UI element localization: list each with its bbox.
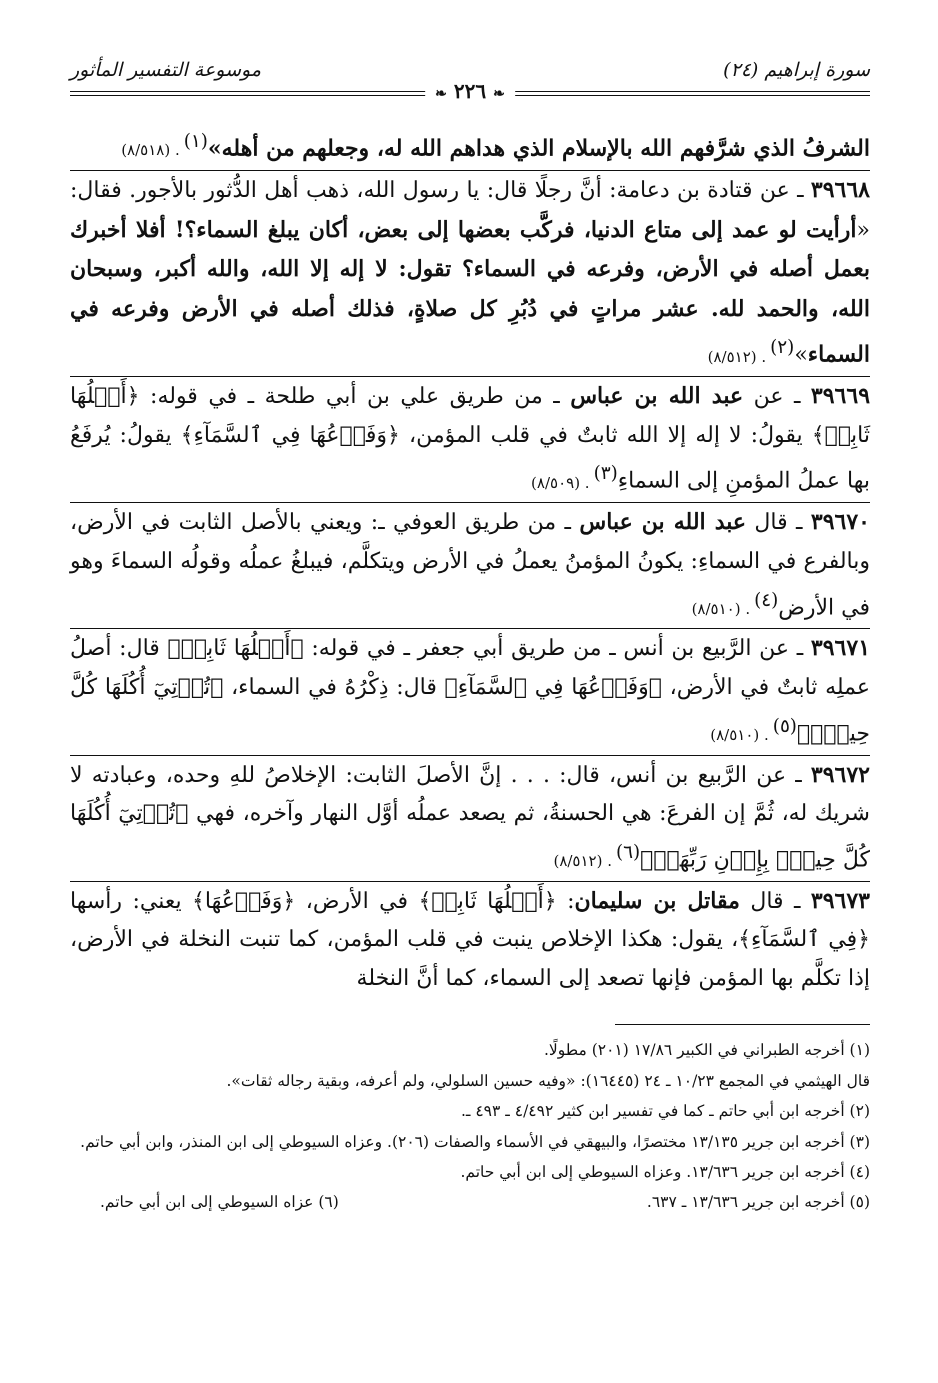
hadith-text: الشرفُ الذي شرَّفهم الله بالإسلام الذي هداهم الله له، وجعلهم من أهله» [207, 135, 870, 162]
entry-intro: ـ عن قتادة بن دعامة: أنَّ رجلًا قال: يا رسول الله، ذهب أهل الدُّثور بالأجور. فقال: « [70, 177, 870, 243]
footnote-1-note: قال الهيثمي في المجمع ١٠/٢٣ ـ ٢٤ (١٦٤٤٥): «وفيه حسين السلولي، ولم أعرفه، وبقية رجاله ثقات». [226, 1071, 870, 1090]
entry-39671 [70, 629, 870, 754]
entry-text: ﴿أَصۡلُهَا ثَابِتٞ﴾ قال: أصلُ عملِه ثابتٌ في الأرض، ﴿وَفَرۡعُهَا فِي ٱلسَّمَآءِ﴾ قال: ذِكْرُهُ في السماء، ﴿تُؤۡتِيٓ أُكُلَهَا كُلَّ حِينِۭ﴾ [70, 636, 870, 746]
entry-39670 [70, 503, 870, 628]
page-number: ٢٢٦ [453, 79, 487, 103]
surah-title: سورة إبراهيم (٢٤) [723, 59, 870, 81]
footnote-2: (٢) أخرجه ابن أبي حاتم ـ كما في تفسير ابن كثير ٤/٤٩٢ ـ ٤٩٣ ـ. [460, 1102, 870, 1121]
narrator-name: عبد الله بن عباس [579, 509, 747, 536]
entry-39673 [70, 882, 870, 999]
page-number-block [425, 79, 515, 103]
body-text [70, 123, 870, 998]
entry-number: ٣٩٦٧٢ [810, 761, 870, 788]
footnote-3: (٣) أخرجه ابن جرير ١٣/١٣٥ مختصرًا، والبيهقي في الأسماء والصفات (٢٠٦). وعزاه السيوطي إلى ابن المنذر، وابن أبي حاتم. [80, 1132, 870, 1151]
entry-number: ٣٩٦٦٩ [810, 383, 871, 410]
volume-reference: . (٨/٥١٠) [691, 599, 751, 618]
footnotes [70, 1035, 870, 1217]
entry-text: ـ من طريق العوفي ـ: ويعني بالأصل الثابت في الأرض، وبالفرع في السماءِ: يكونُ المؤمنُ يعملُ في الأرض ويتكلَّم، فيبلغُ عملُه وقولُه السماءَ وهو في الأرض [70, 510, 870, 620]
volume-reference: . (٨/٥١٢) [707, 347, 767, 366]
footnote-6: (٦) عزاه السيوطي إلى ابن أبي حاتم. [100, 1193, 339, 1212]
entry-text: . . . إنَّ الأصلَ الثابت: الإخلاصُ للهِ وحده، وعبادته لا شريك له، ثُمَّ إن الفرعَ: هي الحسنةُ، ثم يصعد عملُه أوَّل النهار وآخره، فهي ﴿تُؤۡتِيٓ أُكُلَهَا كُلَّ حِينِۭ بِإِذۡنِ رَبِّهَاۗ﴾ [70, 762, 870, 873]
entry-text: ـ من طريق علي بن أبي طلحة ـ في قوله: ﴿أَصۡلُهَا ثَابِتٞ﴾ يقولُ: لا إله إلا الله ثابتٌ في قلب المؤمن، ﴿وَفَرۡعُهَا فِي ٱلسَّمَآءِ﴾ يقولُ: يُرفَعُ بها عملُ المؤمنِ إلى السماءِ [70, 384, 870, 494]
entry-intro: ـ عن الرَّبيع بن أنس، قال: [549, 762, 811, 788]
footnote-marker: (٢) [770, 337, 795, 359]
entry-text: : ﴿أَصۡلُهَا ثَابِتٞ﴾ في الأرض، ﴿وَفَرۡعُهَا﴾ يعني: رأسها ﴿فِي ٱلسَّمَآءِ﴾، يقول: هكذا الإخلاص ينبت في قلب المؤمن، كما تنبت النخلة في الأرض، إذا تكلَّم بها المؤمن فإنها تصعد إلى السماء، كما أنَّ النخلة [70, 888, 870, 991]
entry-39669 [70, 377, 870, 502]
entry-intro: ـ قال [746, 510, 811, 536]
footnote-marker: (١) [183, 131, 208, 152]
book-title: موسوعة التفسير المأثور [70, 59, 262, 81]
volume-reference: . (٨/٥١٠) [710, 725, 769, 744]
volume-reference: . (٨/٥١٨) [121, 141, 180, 160]
entry-intro: ـ قال [739, 888, 811, 914]
entry-continuation [70, 123, 870, 170]
ornament-icon: ❧ [493, 86, 505, 102]
ornament-icon: ❧ [435, 86, 447, 102]
hadith-text: أرأيت لو عمد إلى متاع الدنيا، فركَّب بعضها إلى بعض، أكان يبلغ السماء؟! أفلا أخبرك بعمل أصله في الأرض، وفرعه في السماء؟ تقول: لا إله إلا الله، والله أكبر، وسبحان الله، والحمد لله. عشر مراتٍ في دُبُرِ كل صلاةٍ، فذلك أصله في الأرض وفرعه في السماء [70, 216, 870, 368]
footnote-row [70, 1187, 870, 1217]
page [70, 55, 870, 1218]
footnote-separator [615, 1024, 870, 1025]
volume-reference: . (٨/٥١٢) [553, 852, 612, 871]
volume-reference: . (٨/٥٠٩) [531, 473, 590, 492]
footnote-1: (١) أخرجه الطبراني في الكبير ١٧/٨٦ (٢٠١) مطولًا. [543, 1041, 870, 1060]
entry-39672 [70, 756, 870, 881]
entry-number: ٣٩٦٧٠ [810, 509, 870, 536]
entry-number: ٣٩٦٧١ [810, 635, 871, 662]
footnote-marker: (٣) [593, 463, 618, 485]
footnote-marker: (٦) [615, 841, 641, 863]
narrator-name: مقاتل بن سليمان [574, 887, 740, 914]
footnote-4: (٤) أخرجه ابن جرير ١٣/٦٣٦. وعزاه السيوطي إلى ابن أبي حاتم. [460, 1163, 870, 1182]
footnote-marker: (٥) [772, 715, 797, 737]
quote-close: » [794, 342, 808, 368]
entry-intro: ـ عن [743, 384, 811, 410]
footnote-5: (٥) أخرجه ابن جرير ١٣/٦٣٦ ـ ٦٣٧. [646, 1193, 870, 1212]
entry-intro: ـ عن الرَّبيع بن أنس ـ من طريق أبي جعفر ـ في قوله: [303, 636, 811, 662]
running-header [70, 55, 870, 117]
narrator-name: عبد الله بن عباس [570, 383, 744, 410]
entry-number: ٣٩٦٦٨ [810, 176, 870, 203]
entry-number: ٣٩٦٧٣ [810, 887, 870, 914]
footnote-marker: (٤) [754, 589, 779, 611]
entry-39668 [70, 171, 870, 376]
